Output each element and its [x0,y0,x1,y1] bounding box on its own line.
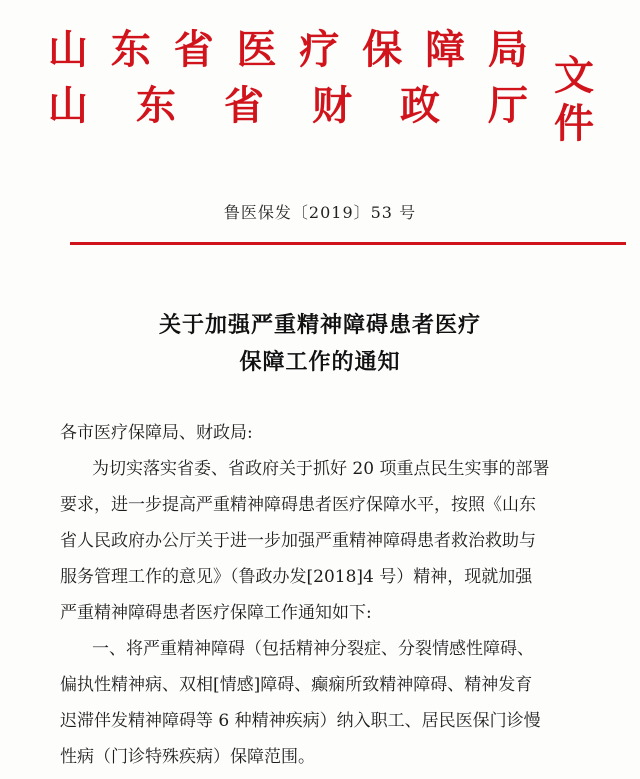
agency-name-2 [44,82,532,130]
agency-1-char: 局 [487,26,528,73]
doc-type-label: 文件 [554,52,596,147]
agency-1-char: 东 [110,26,151,73]
document-number: 鲁医保发〔2019〕53 号 [223,203,417,222]
agency-1-char: 山 [48,26,88,73]
agency-1-char: 障 [425,26,466,73]
body-line: 偏执性精神病、双相[情感]障碍、癫痫所致精神障碍、精神发育 [60,675,533,695]
agency-1-char: 保 [362,26,403,73]
salutation: 各市医疗保障局、财政局: [60,423,253,443]
agency-1-char: 疗 [299,26,340,73]
agency-2-char: 厅 [488,82,528,129]
red-header [44,24,634,147]
body-line: 迟滞伴发精神障碍等 6 种精神疾病）纳入职工、居民医保门诊慢 [60,711,541,731]
body-line: 为切实落实省委、省政府关于抓好 20 项重点民生实事的部署 [92,459,550,479]
body-line: 严重精神障碍患者医疗保障工作通知如下: [60,603,372,623]
agency-2-char: 财 [312,82,352,129]
agency-2-char: 省 [224,82,264,129]
agency-2-char: 山 [48,82,88,129]
agency-name-1 [44,26,532,74]
agency-2-char: 政 [400,82,440,129]
body-line: 一、将严重精神障碍（包括精神分裂症、分裂情感性障碍、 [92,639,534,659]
agency-1-char: 省 [173,26,214,73]
document-title-line-1: 关于加强严重精神障碍患者医疗 [158,312,481,338]
body-line: 省人民政府办公厅关于进一步加强严重精神障碍患者救治救助与 [60,531,536,551]
agency-1-char: 医 [236,26,277,73]
agency-2-char: 东 [136,82,176,129]
document-title-line-2: 保障工作的通知 [239,349,401,375]
body-line: 性病（门诊特殊疾病）保障范围。 [60,747,315,767]
body-line: 服务管理工作的意见》（鲁政办发[2018]4 号）精神，现就加强 [60,567,533,587]
body-line: 要求，进一步提高严重精神障碍患者医疗保障水平，按照《山东 [60,495,536,515]
red-divider [70,242,626,245]
